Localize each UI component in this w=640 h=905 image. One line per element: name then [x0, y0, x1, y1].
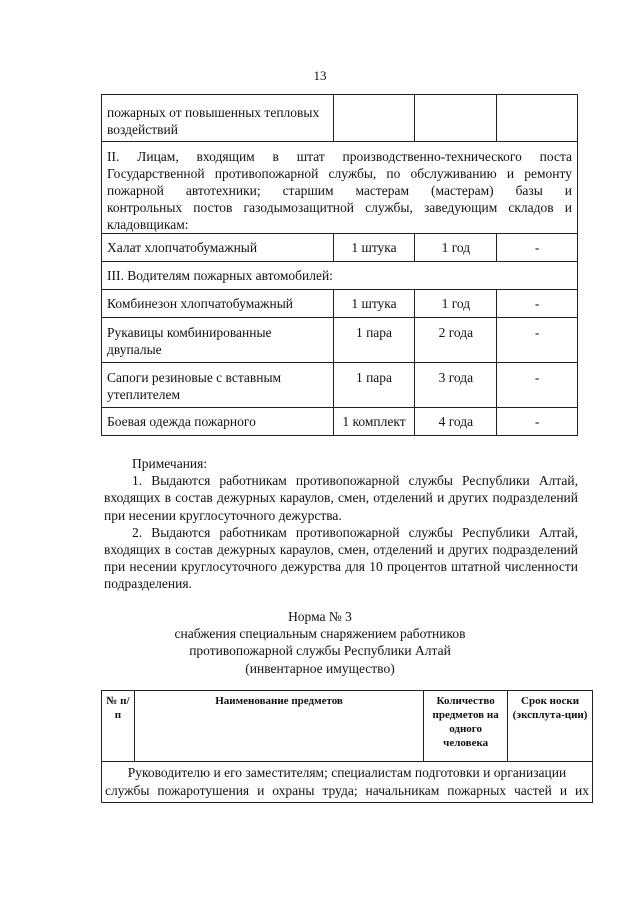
quantity-cell: 1 пара: [333, 318, 415, 363]
header-name: Наименование предметов: [134, 691, 423, 762]
norm-subtitle-3: (инвентарное имущество): [245, 660, 395, 676]
section-cell-iii: [102, 262, 578, 290]
item-name-cell: Сапоги резиновые с вставным утеплителем: [102, 363, 334, 408]
section-line: Руководителю и его заместителям; специалистам подготовки и организации: [127, 765, 567, 780]
table-row: [102, 234, 578, 262]
item-name-cell: Боевая одежда пожарного: [102, 408, 334, 436]
note-cell: -: [497, 234, 578, 262]
section-cell-ii: [102, 142, 578, 234]
note-cell: -: [497, 290, 578, 318]
table-row: [102, 95, 578, 142]
section-line: пожарной автотехники; старшим мастерам (мастерам) базы и: [107, 183, 572, 198]
norm-title-block: [0, 608, 640, 677]
item-name-cell: пожарных от повышенных тепловых воздействий: [102, 95, 334, 142]
quantity-cell: 1 штука: [333, 290, 415, 318]
item-name-cell: Рукавицы комбинированные двупалые: [102, 318, 334, 363]
section-line: контрольных постов газодымозащитной службы, заведующим складов и: [107, 200, 572, 215]
section-line: Государственной противопожарной службы, по обслуживанию и ремонту: [107, 166, 572, 181]
section-line: кладовщикам:: [107, 217, 189, 232]
page-number: 13: [313, 68, 327, 83]
quantity-cell: [333, 95, 415, 142]
section-cell: [102, 762, 593, 803]
quantity-cell: 1 пара: [333, 363, 415, 408]
section-row: [102, 762, 593, 803]
table-row: [102, 290, 578, 318]
norm-title: Норма № 3: [288, 609, 352, 624]
header-qty: Количество предметов на одного человека: [424, 691, 508, 762]
note-cell: [497, 95, 578, 142]
term-cell: 1 год: [415, 290, 497, 318]
table-row: [102, 318, 578, 363]
equipment-norms-table: [101, 94, 578, 436]
section-line: службы пожаротушения и охраны труда; начальникам пожарных частей и их: [105, 783, 589, 798]
term-cell: [415, 95, 497, 142]
section-row: [102, 142, 578, 234]
section-line: III. Водителям пожарных автомобилей:: [107, 268, 333, 283]
term-cell: 1 год: [415, 234, 497, 262]
note-cell: -: [497, 363, 578, 408]
quantity-cell: 1 штука: [333, 234, 415, 262]
quantity-cell: 1 комплект: [333, 408, 415, 436]
section-row: [102, 262, 578, 290]
note-cell: -: [497, 318, 578, 363]
term-cell: 3 года: [415, 363, 497, 408]
notes-section: [104, 455, 578, 593]
term-cell: 4 года: [415, 408, 497, 436]
section-line: II. Лицам, входящим в штат производственно-технического поста: [107, 149, 572, 164]
header-term: Срок носки (эксплута-ции): [508, 691, 593, 762]
table-row: [102, 363, 578, 408]
table-row: [102, 408, 578, 436]
item-name-cell: Халат хлопчатобумажный: [102, 234, 334, 262]
notes-heading: Примечания:: [132, 456, 208, 471]
note-item-1: 1. Выдаются работникам противопожарной службы Республики Алтай, входящих в состав дежурных караулов, смен, отделений и других подразделений при несении круглосуточного дежурства.: [104, 473, 578, 523]
note-cell: -: [497, 408, 578, 436]
norm-subtitle-2: противопожарной службы Республики Алтай: [189, 643, 451, 659]
header-row: [102, 691, 593, 762]
norm-subtitle-1: снабжения специальным снаряжением работников: [174, 626, 466, 642]
item-name-cell: Комбинезон хлопчатобумажный: [102, 290, 334, 318]
note-item-2: 2. Выдаются работникам противопожарной службы Республики Алтай, входящих в состав дежурных караулов, смен, отделений и других подразделений при несении круглосуточного дежурства для 10 процентов штатной численности подразделения.: [104, 524, 578, 592]
special-equipment-table: [101, 690, 593, 803]
header-num: № п/п: [102, 691, 135, 762]
term-cell: 2 года: [415, 318, 497, 363]
